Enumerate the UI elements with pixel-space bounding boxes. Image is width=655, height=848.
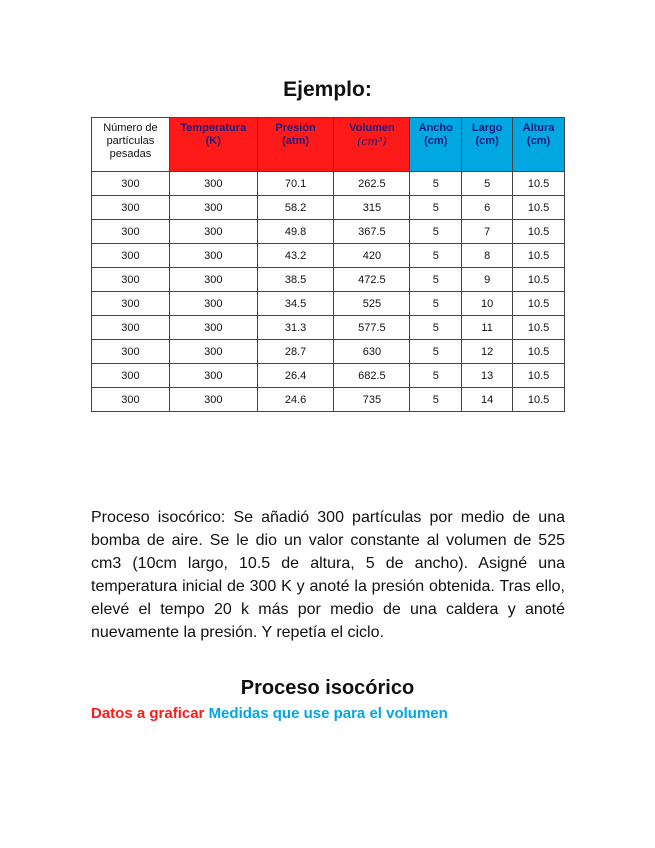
table-cell: 10.5	[513, 220, 565, 244]
table-row	[92, 244, 565, 268]
header-length: Largo (cm)	[462, 118, 513, 172]
table-cell: 14	[462, 388, 513, 412]
table-cell: 5	[410, 388, 462, 412]
table-cell: 28.7	[257, 340, 334, 364]
table-row	[92, 292, 565, 316]
table-cell: 300	[169, 388, 257, 412]
section-title: Proceso isocórico	[240, 677, 415, 699]
table-row	[92, 364, 565, 388]
legend-blue-label: Medidas que use para el volumen	[208, 705, 448, 722]
table-cell: 5	[462, 172, 513, 196]
table-cell: 10.5	[513, 340, 565, 364]
table-cell: 58.2	[257, 196, 334, 220]
header-width: Ancho (cm)	[410, 118, 462, 172]
table-cell: 300	[169, 244, 257, 268]
table-cell: 5	[410, 292, 462, 316]
table-cell: 10.5	[513, 244, 565, 268]
table-cell: 367.5	[334, 220, 410, 244]
table-cell: 525	[334, 292, 410, 316]
table-cell: 8	[462, 244, 513, 268]
table-cell: 5	[410, 316, 462, 340]
table-cell: 300	[92, 196, 170, 220]
table-cell: 10.5	[513, 364, 565, 388]
table-row	[92, 172, 565, 196]
table-cell: 5	[410, 268, 462, 292]
table-cell: 300	[169, 364, 257, 388]
table-header-row	[92, 118, 565, 172]
table-row	[92, 316, 565, 340]
table-cell: 10.5	[513, 292, 565, 316]
table-row	[92, 196, 565, 220]
table-cell: 262.5	[334, 172, 410, 196]
table-cell: 13	[462, 364, 513, 388]
table-cell: 300	[169, 196, 257, 220]
data-table	[91, 117, 565, 412]
table-cell: 11	[462, 316, 513, 340]
table-cell: 5	[410, 340, 462, 364]
table-cell: 300	[169, 292, 257, 316]
legend-red-label: Datos a graficar	[91, 705, 205, 722]
table-row	[92, 268, 565, 292]
page-title: Ejemplo:	[283, 78, 372, 101]
table-cell: 630	[334, 340, 410, 364]
table-cell: 5	[410, 172, 462, 196]
table-cell: 12	[462, 340, 513, 364]
table-cell: 7	[462, 220, 513, 244]
table-cell: 10.5	[513, 268, 565, 292]
table-cell: 9	[462, 268, 513, 292]
table-cell: 38.5	[257, 268, 334, 292]
table-cell: 735	[334, 388, 410, 412]
table-cell: 315	[334, 196, 410, 220]
table-cell: 300	[92, 388, 170, 412]
table-row	[92, 340, 565, 364]
table-cell: 26.4	[257, 364, 334, 388]
table-cell: 10.5	[513, 388, 565, 412]
table-cell: 300	[92, 364, 170, 388]
table-cell: 300	[92, 172, 170, 196]
table-cell: 300	[92, 268, 170, 292]
table-row	[92, 220, 565, 244]
legend-line	[91, 705, 448, 722]
table-cell: 10.5	[513, 316, 565, 340]
table-cell: 300	[92, 220, 170, 244]
table-cell: 24.6	[257, 388, 334, 412]
table-cell: 682.5	[334, 364, 410, 388]
header-temperature: Temperatura (K)	[169, 118, 257, 172]
table-cell: 577.5	[334, 316, 410, 340]
header-volume: Volumen (cm³)	[334, 118, 410, 172]
table-cell: 5	[410, 196, 462, 220]
table-cell: 31.3	[257, 316, 334, 340]
table-cell: 10.5	[513, 172, 565, 196]
table-cell: 300	[92, 316, 170, 340]
table-body	[92, 172, 565, 412]
table-cell: 10.5	[513, 196, 565, 220]
table-cell: 300	[169, 316, 257, 340]
table-cell: 70.1	[257, 172, 334, 196]
table-cell: 49.8	[257, 220, 334, 244]
table-row	[92, 388, 565, 412]
table-cell: 5	[410, 244, 462, 268]
table-cell: 300	[92, 292, 170, 316]
table-cell: 6	[462, 196, 513, 220]
header-particles: Número de partículas pesadas	[92, 118, 170, 172]
table-cell: 10	[462, 292, 513, 316]
description-paragraph: Proceso isocórico: Se añadió 300 partículas por medio de una bomba de aire. Se le dio un valor constante al volumen de 525 cm3 (10cm largo, 10.5 de altura, 5 de ancho). Asigné una temperatura inicial de 300 K y anoté la presión obtenida. Tras ello, elevé el tempo 20 k más por medio de una caldera y anoté nuevamente la presión. Y repetía el ciclo.	[91, 509, 565, 641]
table-cell: 300	[169, 268, 257, 292]
header-height: Altura (cm)	[513, 118, 565, 172]
table-cell: 43.2	[257, 244, 334, 268]
table-cell: 300	[169, 340, 257, 364]
table-cell: 472.5	[334, 268, 410, 292]
table-cell: 5	[410, 220, 462, 244]
table-cell: 420	[334, 244, 410, 268]
table-cell: 300	[92, 340, 170, 364]
header-pressure: Presión (atm)	[257, 118, 334, 172]
table-cell: 5	[410, 364, 462, 388]
table-cell: 34.5	[257, 292, 334, 316]
table-cell: 300	[169, 220, 257, 244]
table-cell: 300	[92, 244, 170, 268]
table-cell: 300	[169, 172, 257, 196]
